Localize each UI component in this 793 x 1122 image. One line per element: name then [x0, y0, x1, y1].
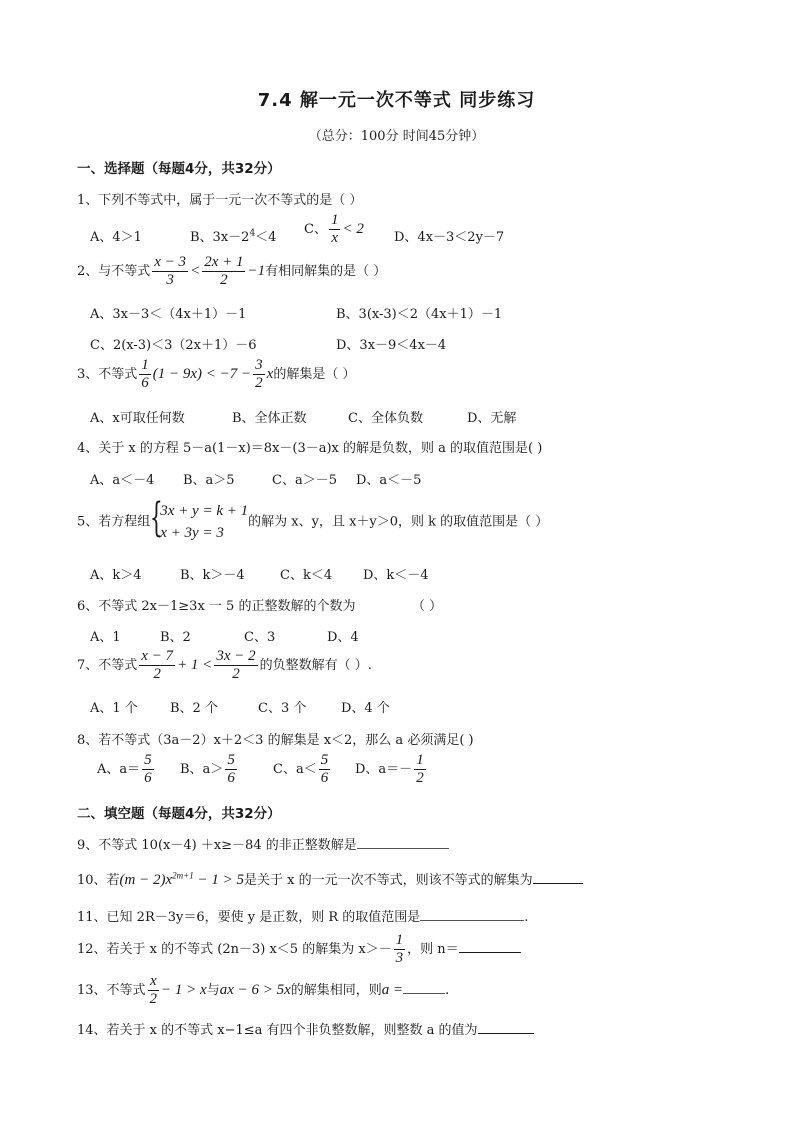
q6-option-d: D、4 — [327, 630, 359, 645]
fraction-denominator: 3 — [395, 950, 404, 966]
q10-exponent: 2m+1 — [172, 870, 194, 881]
section-choice-heading: 一、选择题（每题4分，共32分） — [77, 161, 281, 177]
q6-answer-paren: （ ） — [412, 599, 443, 614]
question-5 — [77, 495, 549, 544]
q7-text-tail: 的负整数解有（ ）. — [259, 658, 372, 673]
q10-expression: (m − 2)x — [119, 872, 173, 888]
question-6: 6、不等式 2x－1≥3x 一 5 的正整数解的个数为 — [77, 599, 356, 614]
q6-option-a: A、1 — [90, 630, 121, 645]
q6-option-b: B、2 — [160, 630, 191, 645]
q13-text-tail: 的解集相同，则 — [290, 983, 382, 998]
q4-option-c: C、a＞－5 — [272, 473, 337, 488]
q7-expression: + 1 < — [177, 657, 213, 673]
fraction-numerator: x − 3 — [154, 254, 187, 270]
q8-option-c — [273, 752, 332, 787]
fraction-denominator: 2 — [153, 666, 161, 682]
q3-variable: x — [266, 366, 274, 382]
question-14 — [77, 1019, 534, 1038]
q8-option-c-fraction — [319, 752, 331, 787]
q8-option-b — [180, 752, 239, 787]
q8-option-c-label: C、a＜ — [273, 762, 317, 777]
q5-option-b: B、k＞－4 — [180, 568, 245, 583]
q14-text: 14、若关于 x 的不等式 x−1≤a 有四个非负整数解，则整数 a 的值为 — [77, 1023, 478, 1038]
q12-fraction — [394, 932, 406, 967]
fraction-numerator: 3 — [255, 357, 263, 373]
q1-option-b — [190, 226, 276, 245]
q7-fraction-1 — [139, 648, 175, 683]
q2-option-b: B、3(x-3)＜2（4x＋1）－1 — [336, 307, 503, 322]
page-subtitle: （总分：100分 时间45分钟） — [308, 129, 485, 144]
q13-a-equals: a = — [381, 982, 404, 998]
q5-equation-system — [150, 495, 249, 544]
fraction-denominator: 2 — [255, 375, 263, 391]
q10-text-pre: 10、若 — [77, 873, 120, 888]
q2-less-than: < — [190, 263, 201, 279]
q2-option-a: A、3x－3＜（4x＋1）－1 — [90, 307, 247, 322]
q3-text-pre: 3、不等式 — [77, 367, 138, 382]
fraction-denominator: 6 — [227, 770, 235, 786]
q1-option-c-label: C、 — [304, 222, 327, 237]
q1-option-c-fraction — [329, 212, 341, 247]
q7-option-c: C、3 个 — [258, 701, 307, 716]
q7-option-a: A、1 个 — [90, 701, 138, 716]
q1-option-c-tail: < 2 — [342, 221, 364, 237]
q12-text-tail: ，则 n＝ — [407, 942, 459, 957]
q11-period: . — [524, 910, 529, 925]
fraction-denominator: 6 — [144, 770, 152, 786]
fraction-numerator: 1 — [416, 752, 424, 768]
q5-text-pre: 5、若方程组 — [77, 514, 151, 530]
question-10 — [77, 869, 583, 889]
q6-option-c: C、3 — [244, 630, 276, 645]
question-1: 1、下列不等式中，属于一元一次不等式的是（ ） — [77, 193, 363, 208]
q2-option-d: D、3x－9＜4x－4 — [336, 338, 447, 353]
q8-option-a-fraction — [142, 752, 154, 787]
question-11 — [77, 906, 528, 925]
fraction-denominator: 3 — [166, 272, 174, 288]
q13-fraction — [148, 973, 160, 1008]
q2-text-tail: 有相同解集的是（ ） — [265, 264, 387, 279]
q10-text-tail: 是关于 x 的一元一次不等式，则该不等式的解集为 — [243, 873, 533, 888]
q3-fraction-2 — [253, 357, 265, 392]
q13-answer-blank[interactable] — [403, 981, 445, 994]
q7-text-pre: 7、不等式 — [77, 658, 138, 673]
q8-option-d-fraction — [414, 752, 426, 787]
fraction-numerator: 1 — [395, 932, 404, 948]
q2-fraction-1 — [152, 254, 188, 289]
question-3 — [77, 357, 355, 392]
q13-period: . — [445, 983, 450, 998]
q1-option-b-text: B、3x－2 — [190, 230, 250, 245]
q2-minus-one: −1 — [247, 263, 266, 279]
fraction-numerator: 1 — [330, 212, 339, 228]
question-8: 8、若不等式（3a－2）x＋2＜3 的解集是 x＜2，那么 a 必须满足( ) — [77, 733, 474, 748]
q7-fraction-2 — [214, 648, 257, 683]
q3-option-d: D、无解 — [467, 411, 517, 426]
fraction-denominator: 2 — [220, 272, 228, 288]
fraction-numerator: x − 7 — [141, 648, 174, 664]
fraction-numerator: 5 — [227, 752, 235, 768]
fraction-denominator: 2 — [149, 991, 158, 1007]
q10-answer-blank[interactable] — [533, 871, 583, 884]
fraction-denominator: 6 — [141, 375, 149, 391]
q13-connector: 与 — [206, 983, 220, 998]
q4-option-d: D、a＜－5 — [356, 473, 422, 488]
q5-option-d: D、k＜－4 — [363, 568, 429, 583]
q1-option-a: A、4＞1 — [90, 230, 142, 245]
fraction-numerator: 3x − 2 — [216, 648, 256, 664]
q8-option-b-fraction — [225, 752, 237, 787]
q3-expression: (1 − 9x) < −7 − — [152, 366, 252, 382]
q8-option-d — [355, 752, 428, 787]
q10-expression-tail: − 1 > 5 — [193, 872, 244, 888]
fraction-denominator: 6 — [320, 770, 329, 786]
q14-answer-blank[interactable] — [478, 1021, 534, 1034]
question-4: 4、关于 x 的方程 5－a(1－x)＝8x－(3－a)x 的解是负数，则 a 的取值范围是( ) — [77, 441, 543, 456]
fraction-numerator: 5 — [320, 752, 329, 768]
q13-text-pre: 13、不等式 — [77, 983, 146, 998]
q4-option-a: A、a＜－4 — [90, 473, 155, 488]
q13-inequality-1: − 1 > x — [161, 982, 207, 998]
q1-option-b-tail: ＜4 — [255, 230, 277, 245]
page-title: 7.4 解一元一次不等式 同步练习 — [257, 90, 536, 111]
q5-option-c: C、k＜4 — [280, 568, 333, 583]
fraction-numerator: 2x + 1 — [204, 254, 244, 270]
q1-option-d: D、4x－3＜2y－7 — [394, 230, 505, 245]
q2-fraction-2 — [202, 254, 245, 289]
q12-text-pre: 12、若关于 x 的不等式 (2n－3) x＜5 的解集为 x＞－ — [77, 942, 392, 957]
fraction-numerator: x — [148, 973, 160, 991]
q9-answer-blank[interactable] — [357, 836, 449, 849]
q8-option-a-label: A、a＝ — [97, 762, 141, 777]
q13-inequality-2: ax − 6 > 5x — [219, 982, 291, 998]
q8-option-a — [97, 752, 156, 787]
q5-equation-1: 3x + y = k + 1 — [160, 503, 249, 519]
q8-option-b-label: B、a＞ — [180, 762, 224, 777]
fraction-denominator: 2 — [416, 770, 424, 786]
q3-option-b: B、全体正数 — [232, 411, 307, 426]
q7-option-b: B、2 个 — [170, 701, 218, 716]
q7-option-d: D、4 个 — [341, 701, 390, 716]
q4-option-b: B、a＞5 — [183, 473, 235, 488]
q5-equation-2: x + 3y = 3 — [160, 525, 224, 541]
fraction-numerator: 5 — [144, 752, 152, 768]
q3-text-tail: 的解集是（ ） — [273, 367, 356, 382]
question-7 — [77, 648, 372, 683]
q1-option-b-exponent: 4 — [249, 228, 256, 239]
question-9 — [77, 834, 449, 853]
q8-option-d-label: D、a＝－ — [355, 762, 413, 777]
fraction-numerator: 1 — [141, 357, 149, 373]
q12-answer-blank[interactable] — [459, 940, 521, 953]
fraction-denominator: x — [331, 230, 339, 246]
q1-option-c — [304, 212, 364, 247]
q11-text: 11、已知 2R－3y＝6，要使 y 是正数，则 R 的取值范围是 — [77, 910, 421, 925]
q5-option-a: A、k＞4 — [90, 568, 142, 583]
q2-text-pre: 2、与不等式 — [77, 264, 151, 279]
q3-fraction-1 — [139, 357, 151, 392]
question-13 — [77, 973, 449, 1008]
q5-text-tail: 的解为 x、y，且 x＋y＞0，则 k 的取值范围是（ ） — [248, 514, 549, 530]
q3-option-c: C、全体负数 — [348, 411, 423, 426]
q3-option-a: A、x可取任何数 — [90, 411, 185, 426]
left-brace-icon: { — [150, 495, 164, 541]
question-12 — [77, 932, 521, 967]
q11-answer-blank[interactable] — [420, 908, 524, 921]
q9-text: 9、不等式 10(x－4) ＋x≥－84 的非正整数解是 — [77, 838, 357, 853]
question-2 — [77, 254, 386, 289]
fraction-denominator: 2 — [232, 666, 240, 682]
section-fill-heading: 二、填空题（每题4分，共32分） — [77, 806, 281, 822]
q2-option-c: C、2(x-3)＜3（2x＋1）－6 — [90, 338, 257, 353]
